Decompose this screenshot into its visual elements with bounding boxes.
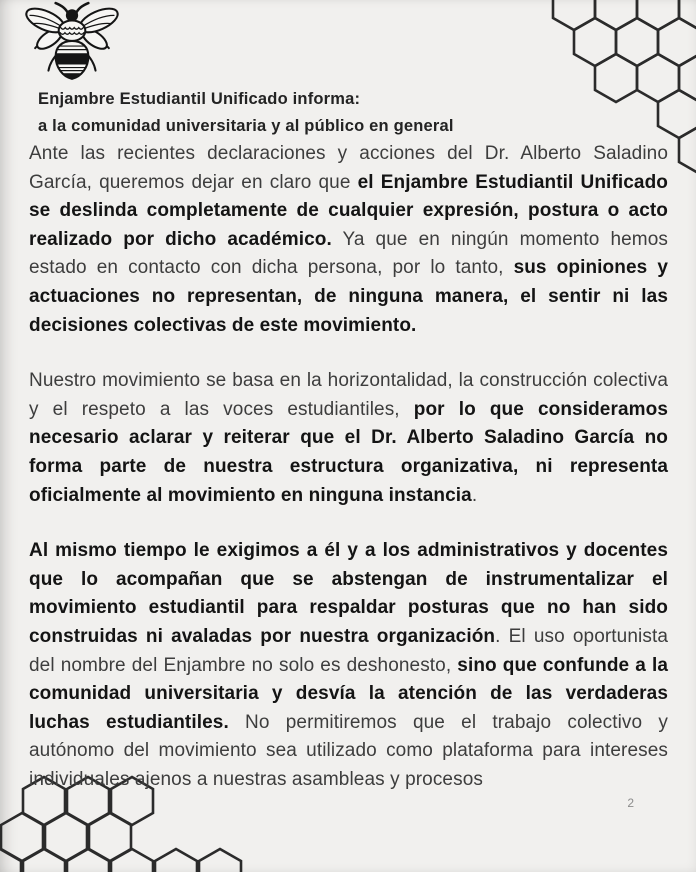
regular-text: No permitiremos que el trabajo colectivo y autónomo del movimiento sea utilizado como plataforma para intereses individuales ajenos a nuestras asambleas y procesos xyxy=(29,711,668,790)
regular-text: Nuestro movimiento se basa en la horizontalidad, la construcción colectiva y el respeto a las voces estudiantiles, xyxy=(29,370,668,420)
hexagon-cell xyxy=(155,849,197,872)
bold-text: sus opiniones y actuaciones no representan, de ninguna manera, el sentir ni las decisiones colectivas de este movimiento. xyxy=(29,257,668,336)
hexagon-cell xyxy=(637,0,679,30)
hexagon-cell xyxy=(679,126,696,174)
hexagon-cell xyxy=(595,0,637,30)
hexagon-cell xyxy=(0,849,21,872)
hexagon-cell xyxy=(553,0,595,30)
hexagon-cell xyxy=(23,849,65,872)
bee-icon xyxy=(20,0,124,86)
paragraph xyxy=(29,537,668,794)
hexagon-cell xyxy=(111,849,153,872)
regular-text: Ante las recientes declaraciones y acciones del Dr. Alberto Saladino García, queremos dejar en claro que xyxy=(29,143,668,193)
bold-text: por lo que consideramos necesario aclarar y reiterar que el Dr. Alberto Saladino García no forma parte de nuestra estructura organizativa, ni representa oficialmente al movimiento en ninguna instancia xyxy=(29,398,668,506)
bold-text: sino que confunde a la comunidad universitaria y desvía la atención de las verdaderas luchas estudiantiles. xyxy=(29,654,668,733)
regular-text: . El uso oportunista del nombre del Enjambre no solo es deshonesto, xyxy=(29,625,668,676)
hexagon-cell xyxy=(595,54,637,102)
bold-text: Al mismo tiempo le exigimos a él y a los administrativos y docentes que lo acompañan que se abstengan de instrumentalizar el movimiento estudiantil para respaldar posturas que no han sido construidas ni avaladas por nuestra organización xyxy=(29,540,668,647)
document-header xyxy=(38,86,454,140)
paragraph xyxy=(29,367,668,510)
page-title-line-1: Enjambre Estudiantil Unificado informa: xyxy=(38,90,361,108)
bold-text: el Enjambre Estudiantil Unificado se deslinda completamente de cualquier expresión, postura o acto realizado por dicho académico. xyxy=(29,171,668,250)
page-number: 2 xyxy=(627,796,634,810)
regular-text: Ya que en ningún momento hemos estado en contacto con dicha persona, por lo tanto, xyxy=(29,228,668,279)
regular-text: . xyxy=(471,484,478,506)
document-body xyxy=(29,140,668,821)
hexagon-cell xyxy=(199,849,241,872)
hexagon-cell xyxy=(67,849,109,872)
paragraph xyxy=(29,140,668,340)
page-title-line-2: a la comunidad universitaria y al público en general xyxy=(38,117,454,135)
